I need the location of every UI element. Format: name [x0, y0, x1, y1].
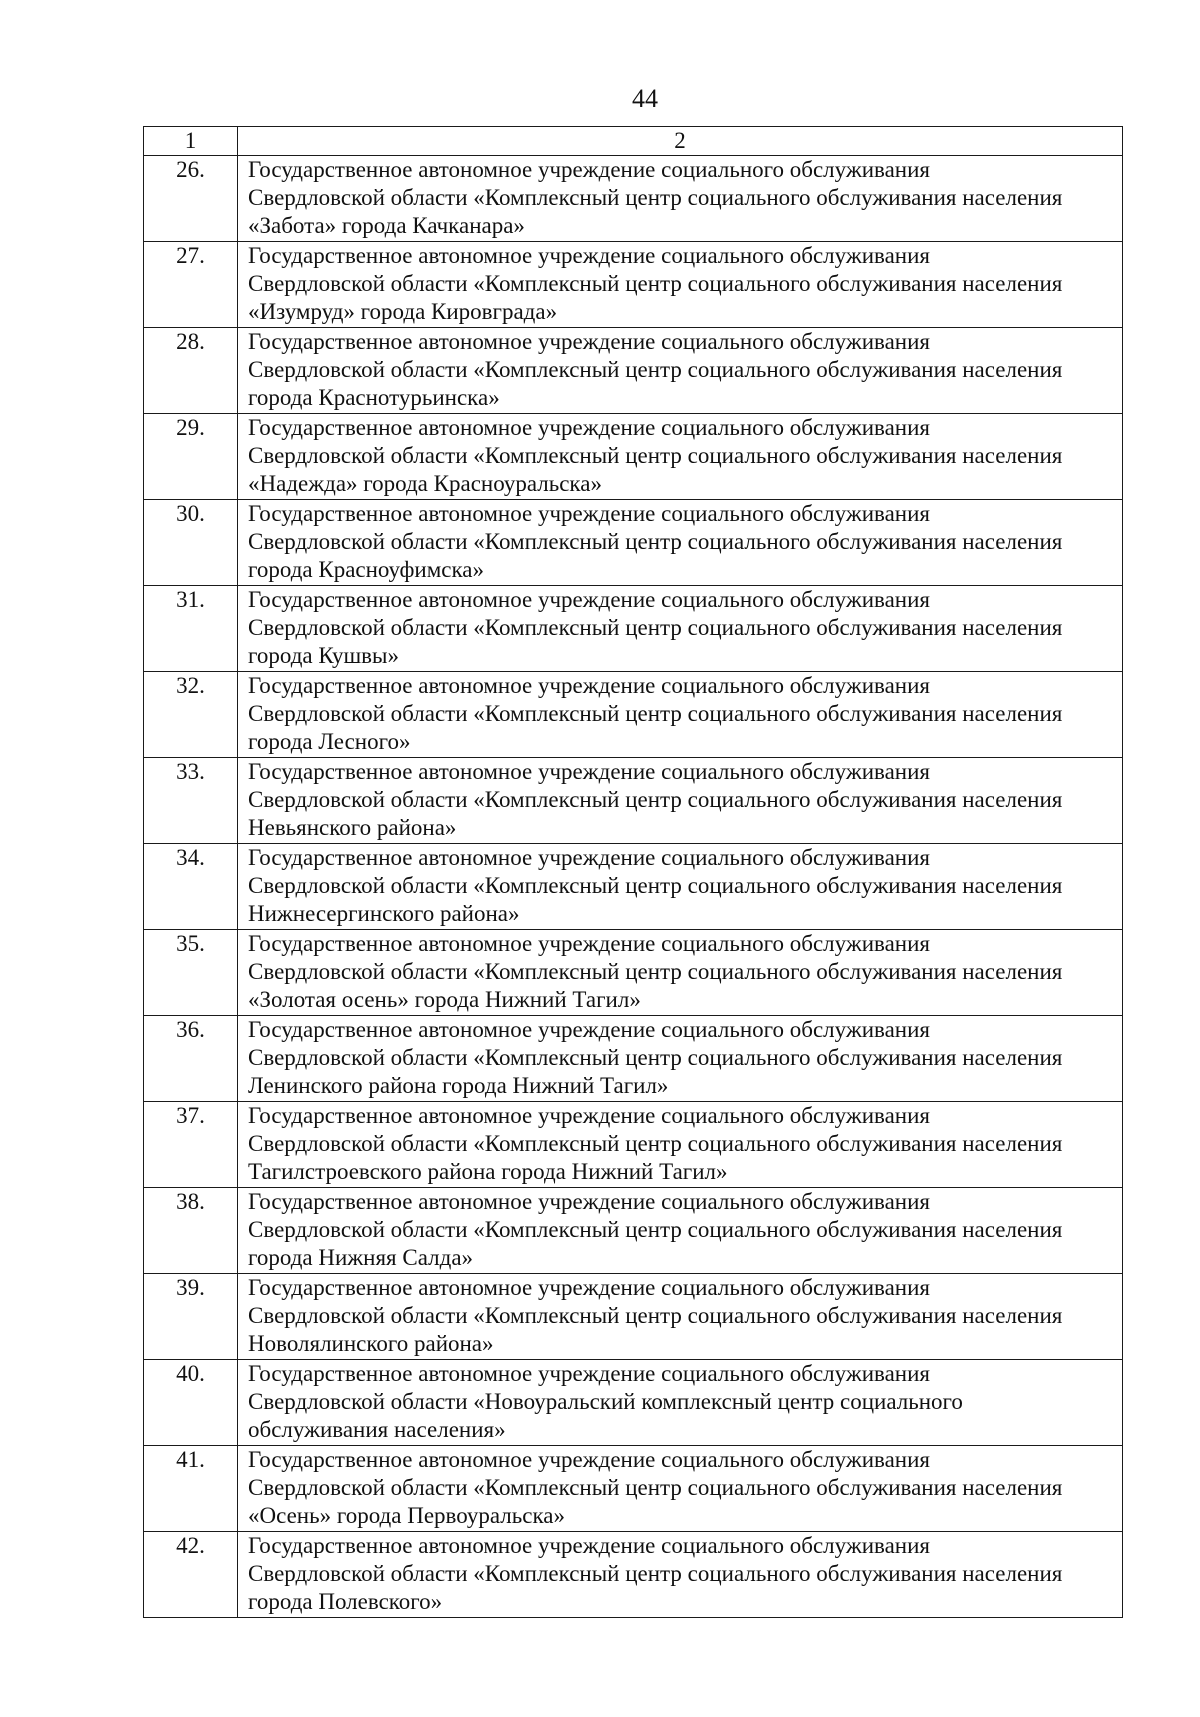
table-row: [144, 1532, 1123, 1618]
table-row: [144, 844, 1123, 930]
institution-name-line: Ленинского района города Нижний Тагил»: [248, 1073, 669, 1099]
institution-name: [238, 672, 1123, 758]
column-header-number: 1: [144, 127, 238, 156]
institution-name-line: Новолялинского района»: [248, 1331, 494, 1357]
column-header-name: 2: [238, 127, 1123, 156]
institution-name-line: города Полевского»: [248, 1589, 443, 1615]
institution-name-line: Свердловской области «Комплексный центр социального обслуживания населения: [248, 185, 1063, 211]
table-row: [144, 1446, 1123, 1532]
institution-name: [238, 500, 1123, 586]
institution-name: [238, 1360, 1123, 1446]
institution-name-line: Государственное автономное учреждение социального обслуживания: [248, 845, 931, 870]
institution-name-line: Свердловской области «Комплексный центр социального обслуживания населения: [248, 959, 1063, 985]
institution-name-line: Государственное автономное учреждение социального обслуживания: [248, 1275, 931, 1300]
row-number: 34.: [144, 844, 238, 930]
institution-name-line: Свердловской области «Комплексный центр социального обслуживания населения: [248, 529, 1063, 555]
institution-name-line: «Изумруд» города Кировграда»: [248, 299, 558, 325]
institution-name: [238, 156, 1123, 242]
page-number: 44: [632, 84, 658, 113]
institution-name-line: Свердловской области «Комплексный центр социального обслуживания населения: [248, 701, 1063, 727]
institution-name: [238, 1532, 1123, 1618]
institution-name: [238, 930, 1123, 1016]
institution-name-line: города Лесного»: [248, 729, 411, 755]
row-number: 36.: [144, 1016, 238, 1102]
institution-name: [238, 586, 1123, 672]
row-number: 29.: [144, 414, 238, 500]
institution-name-line: Невьянского района»: [248, 815, 457, 841]
table-row: [144, 1016, 1123, 1102]
institution-name-line: Государственное автономное учреждение социального обслуживания: [248, 329, 931, 354]
table-body: [144, 156, 1123, 1618]
institution-name-line: Государственное автономное учреждение социального обслуживания: [248, 1533, 931, 1558]
institutions-table: [143, 126, 1123, 1618]
institution-name-line: Свердловской области «Комплексный центр социального обслуживания населения: [248, 1561, 1063, 1587]
institution-name-line: Государственное автономное учреждение социального обслуживания: [248, 243, 931, 268]
institution-name: [238, 414, 1123, 500]
institution-name: [238, 1274, 1123, 1360]
table-row: [144, 1360, 1123, 1446]
row-number: 41.: [144, 1446, 238, 1532]
institution-name-line: Свердловской области «Комплексный центр социального обслуживания населения: [248, 443, 1063, 469]
institution-name-line: Государственное автономное учреждение социального обслуживания: [248, 1189, 931, 1214]
institution-name-line: города Красноуфимска»: [248, 557, 484, 583]
institution-name: [238, 1446, 1123, 1532]
row-number: 31.: [144, 586, 238, 672]
institution-name-line: Государственное автономное учреждение социального обслуживания: [248, 501, 931, 526]
institution-name-line: Свердловской области «Комплексный центр социального обслуживания населения: [248, 615, 1063, 641]
row-number: 38.: [144, 1188, 238, 1274]
institution-name-line: Государственное автономное учреждение социального обслуживания: [248, 1361, 931, 1386]
institution-name-line: «Золотая осень» города Нижний Тагил»: [248, 987, 641, 1013]
row-number: 42.: [144, 1532, 238, 1618]
row-number: 37.: [144, 1102, 238, 1188]
table-row: [144, 930, 1123, 1016]
table-row: [144, 156, 1123, 242]
institution-name-line: города Краснотурьинска»: [248, 385, 500, 411]
institution-name-line: Свердловской области «Комплексный центр социального обслуживания населения: [248, 873, 1063, 899]
institution-name-line: Нижнесергинского района»: [248, 901, 520, 927]
institution-name: [238, 328, 1123, 414]
institution-name-line: Государственное автономное учреждение социального обслуживания: [248, 157, 931, 182]
institution-name-line: Свердловской области «Комплексный центр социального обслуживания населения: [248, 787, 1063, 813]
institution-name: [238, 1102, 1123, 1188]
institution-name-line: Свердловской области «Комплексный центр социального обслуживания населения: [248, 1045, 1063, 1071]
table-row: [144, 414, 1123, 500]
institution-name-line: города Кушвы»: [248, 643, 399, 669]
row-number: 28.: [144, 328, 238, 414]
institution-name-line: «Забота» города Качканара»: [248, 213, 525, 239]
table-row: [144, 328, 1123, 414]
institution-name-line: Государственное автономное учреждение социального обслуживания: [248, 1017, 931, 1042]
table-header-row: [144, 127, 1123, 156]
table-row: [144, 672, 1123, 758]
row-number: 32.: [144, 672, 238, 758]
institution-name-line: «Надежда» города Красноуральска»: [248, 471, 602, 497]
institution-name-line: «Осень» города Первоуральска»: [248, 1503, 565, 1529]
institution-name-line: Государственное автономное учреждение социального обслуживания: [248, 931, 931, 956]
table-row: [144, 242, 1123, 328]
row-number: 30.: [144, 500, 238, 586]
institution-name: [238, 1016, 1123, 1102]
institution-name-line: Свердловской области «Новоуральский комплексный центр социального: [248, 1389, 963, 1415]
institution-name-line: Свердловской области «Комплексный центр социального обслуживания населения: [248, 271, 1063, 297]
table-row: [144, 1188, 1123, 1274]
row-number: 39.: [144, 1274, 238, 1360]
row-number: 40.: [144, 1360, 238, 1446]
institution-name: [238, 1188, 1123, 1274]
institution-name-line: Государственное автономное учреждение социального обслуживания: [248, 673, 931, 698]
institution-name-line: Свердловской области «Комплексный центр социального обслуживания населения: [248, 1217, 1063, 1243]
institution-name-line: обслуживания населения»: [248, 1417, 506, 1443]
table-row: [144, 1274, 1123, 1360]
row-number: 26.: [144, 156, 238, 242]
institution-name-line: Государственное автономное учреждение социального обслуживания: [248, 587, 931, 612]
row-number: 27.: [144, 242, 238, 328]
table-row: [144, 1102, 1123, 1188]
institution-name-line: Свердловской области «Комплексный центр социального обслуживания населения: [248, 1131, 1063, 1157]
institution-name-line: города Нижняя Салда»: [248, 1245, 474, 1271]
institution-name-line: Государственное автономное учреждение социального обслуживания: [248, 759, 931, 784]
table-row: [144, 586, 1123, 672]
institution-name: [238, 242, 1123, 328]
row-number: 33.: [144, 758, 238, 844]
institution-name-line: Государственное автономное учреждение социального обслуживания: [248, 1103, 931, 1128]
institution-name-line: Тагилстроевского района города Нижний Тагил»: [248, 1159, 728, 1185]
institution-name-line: Государственное автономное учреждение социального обслуживания: [248, 415, 931, 440]
institution-name-line: Свердловской области «Комплексный центр социального обслуживания населения: [248, 357, 1063, 383]
row-number: 35.: [144, 930, 238, 1016]
table-row: [144, 500, 1123, 586]
institution-name-line: Государственное автономное учреждение социального обслуживания: [248, 1447, 931, 1472]
institution-name: [238, 758, 1123, 844]
table-row: [144, 758, 1123, 844]
institution-name: [238, 844, 1123, 930]
institution-name-line: Свердловской области «Комплексный центр социального обслуживания населения: [248, 1303, 1063, 1329]
institution-name-line: Свердловской области «Комплексный центр социального обслуживания населения: [248, 1475, 1063, 1501]
